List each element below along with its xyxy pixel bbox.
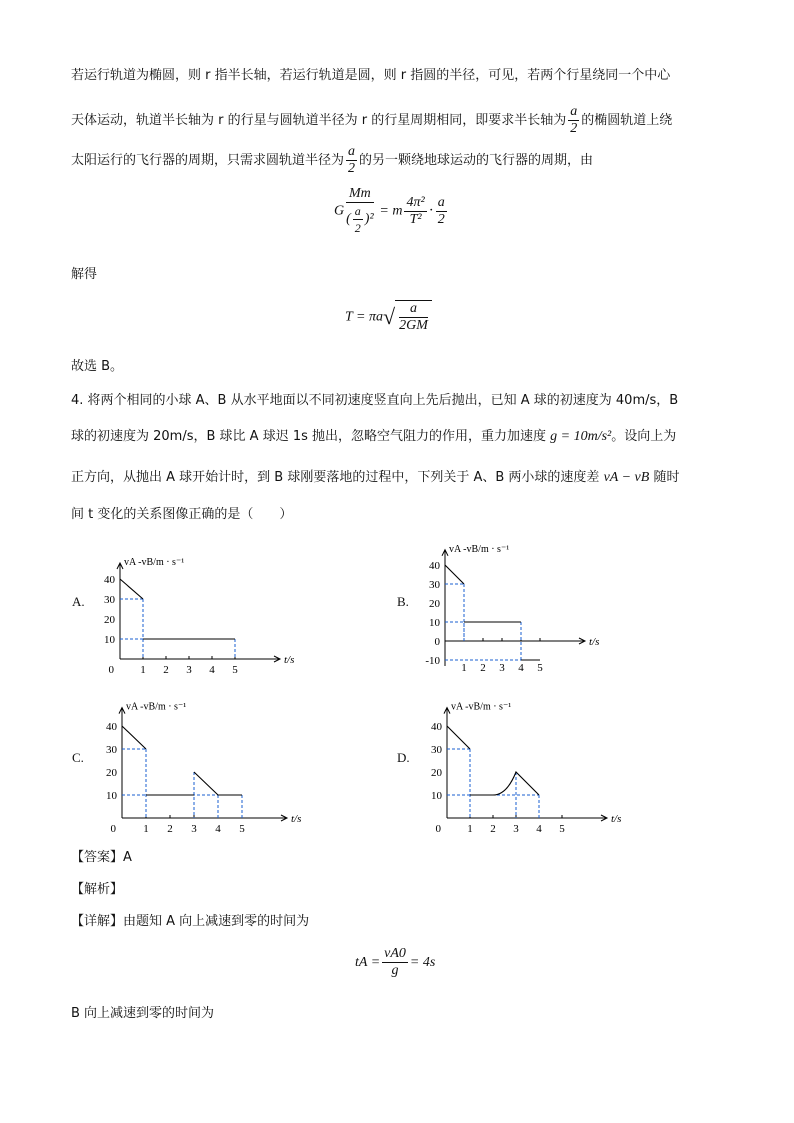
y-axis-label: vA -vB/m · s⁻¹ bbox=[451, 701, 512, 713]
y-tick-label: 40 bbox=[106, 721, 117, 733]
y-tick-label: 10 bbox=[431, 790, 442, 802]
fraction-a-over-2: $\frac{a}{2}$ bbox=[348, 144, 356, 176]
para1-line2 bbox=[71, 104, 672, 137]
x-tick-label: 5 bbox=[232, 664, 238, 676]
x-tick-label: 4 bbox=[518, 662, 524, 674]
x-tick-label: 4 bbox=[536, 823, 542, 835]
origin-label: 0 bbox=[110, 823, 116, 835]
para1-line3b: 的另一颗绕地球运动的飞行器的周期，由 bbox=[359, 153, 594, 168]
equation-period: T = πa√ $\frac{a}{2GM}$ bbox=[345, 300, 432, 334]
para1-line2a: 天体运动，轨道半长轴为 r 的行星与圆轨道半径为 r 的行星周期相同，即要求半长轴为 bbox=[71, 113, 567, 128]
y-tick-label: 40 bbox=[429, 560, 440, 572]
para1-line3a: 太阳运行的飞行器的周期，只需求圆轨道半径为 bbox=[71, 153, 345, 168]
x-axis-label: t/s bbox=[284, 654, 295, 666]
x-tick-label: 2 bbox=[167, 823, 173, 835]
y-axis-label: vA -vB/m · s⁻¹ bbox=[449, 543, 510, 555]
answer-text: 【答案】A bbox=[71, 850, 132, 865]
y-tick-label: 30 bbox=[104, 594, 115, 606]
q4-line4: 间 t 变化的关系图像正确的是（ ） bbox=[71, 507, 293, 522]
y-tick-label: 30 bbox=[106, 744, 117, 756]
x-axis-label: t/s bbox=[589, 636, 600, 648]
guxuan-text: 故选 B。 bbox=[71, 359, 124, 374]
y-tick-label: 10 bbox=[106, 790, 117, 802]
x-tick-label: 4 bbox=[215, 823, 221, 835]
series-line bbox=[445, 565, 540, 660]
option-d-label[interactable]: D. bbox=[397, 750, 410, 765]
detail-text: 【详解】由题知 A 向上减速到零的时间为 bbox=[71, 914, 310, 929]
series-line bbox=[447, 726, 539, 795]
y-tick-label: 10 bbox=[104, 634, 115, 646]
x-tick-label: 4 bbox=[209, 664, 215, 676]
y-tick-label: 20 bbox=[106, 767, 117, 779]
series-line bbox=[122, 726, 242, 795]
y-tick-label: 40 bbox=[104, 574, 115, 586]
y-tick-label: 0 bbox=[434, 636, 440, 648]
chart-svg bbox=[417, 533, 617, 673]
chart-option-b bbox=[417, 533, 617, 673]
y-tick-label: 30 bbox=[431, 744, 442, 756]
fraction-a-over-2: $\frac{a}{2}$ bbox=[570, 104, 578, 136]
x-tick-label: 2 bbox=[163, 664, 169, 676]
chart-option-d bbox=[417, 683, 627, 833]
x-tick-label: 1 bbox=[467, 823, 473, 835]
option-c-label[interactable]: C. bbox=[72, 750, 84, 765]
q4-line3: 正方向，从抛出 A 球开始计时，到 B 球刚要落地的过程中，下列关于 A、B 两小球的速度差 vA − vB 随时 bbox=[71, 470, 680, 485]
series-line bbox=[120, 579, 235, 639]
y-tick-label: 10 bbox=[429, 617, 440, 629]
chart-svg bbox=[417, 683, 627, 833]
x-axis-label: t/s bbox=[611, 813, 622, 825]
origin-label: 0 bbox=[108, 664, 114, 676]
last-line: B 向上减速到零的时间为 bbox=[71, 1006, 215, 1021]
y-tick-label: 20 bbox=[429, 598, 440, 610]
y-tick-label: 40 bbox=[431, 721, 442, 733]
origin-label: 0 bbox=[435, 823, 441, 835]
equation-ta: tA = $\frac{vA0}{g}$ = 4s bbox=[355, 946, 436, 978]
para1-line2b: 的椭圆轨道上绕 bbox=[581, 113, 673, 128]
option-b-label[interactable]: B. bbox=[397, 594, 409, 609]
y-axis-label: vA -vB/m · s⁻¹ bbox=[124, 557, 185, 568]
y-axis-label: vA -vB/m · s⁻¹ bbox=[126, 701, 187, 713]
chart-svg bbox=[92, 683, 302, 833]
x-tick-label: 2 bbox=[490, 823, 496, 835]
x-tick-label: 2 bbox=[480, 662, 486, 674]
x-tick-label: 1 bbox=[143, 823, 149, 835]
option-a-label[interactable]: A. bbox=[72, 594, 85, 609]
q4-line2: 球的初速度为 20m/s，B 球比 A 球迟 1s 抛出，忽略空气阻力的作用，重力加速度 g = 10m/s²。设向上为 bbox=[71, 429, 677, 444]
x-tick-label: 3 bbox=[191, 823, 197, 835]
x-tick-label: 3 bbox=[499, 662, 505, 674]
analysis-heading: 【解析】 bbox=[71, 882, 124, 897]
para1-line3 bbox=[71, 144, 593, 177]
chart-option-c bbox=[92, 683, 302, 833]
x-tick-label: 5 bbox=[559, 823, 565, 835]
y-tick-label: 30 bbox=[429, 579, 440, 591]
q4-line1: 4. 将两个相同的小球 A、B 从水平地面以不同初速度竖直向上先后抛出，已知 A 球的初速度为 40m/s，B bbox=[71, 393, 679, 408]
chart-option-a bbox=[92, 535, 295, 676]
y-tick-label: -10 bbox=[425, 655, 440, 667]
x-tick-label: 5 bbox=[537, 662, 543, 674]
equation-gravity: G Mm ( $\frac{a}{2}$ )² = m $\frac{\text{4π²}}{\text{T²}}$ · $\frac{a}{2}$ bbox=[334, 186, 445, 235]
jiede-text: 解得 bbox=[71, 267, 98, 282]
x-tick-label: 1 bbox=[140, 664, 146, 676]
x-axis-label: t/s bbox=[291, 813, 302, 825]
x-tick-label: 3 bbox=[513, 823, 519, 835]
x-tick-label: 3 bbox=[186, 664, 192, 676]
x-tick-label: 5 bbox=[239, 823, 245, 835]
para1-line1: 若运行轨道为椭圆，则 r 指半长轴，若运行轨道是圆，则 r 指圆的半径，可见，若两个行星绕同一个中心 bbox=[71, 68, 671, 83]
x-tick-label: 1 bbox=[461, 662, 467, 674]
y-tick-label: 20 bbox=[431, 767, 442, 779]
y-tick-label: 20 bbox=[104, 614, 115, 626]
chart-svg bbox=[92, 535, 295, 676]
